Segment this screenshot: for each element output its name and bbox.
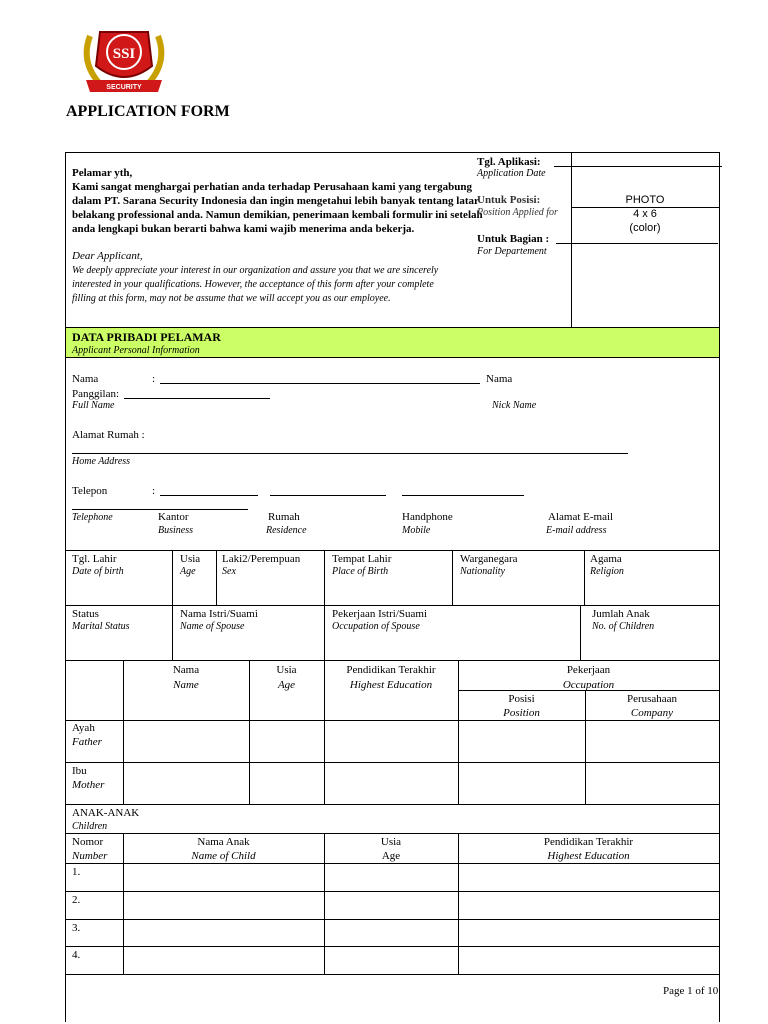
nama-panggilan-label: Nama — [486, 373, 513, 385]
ayah-label: Ayah — [72, 722, 95, 734]
full-name-field[interactable] — [160, 383, 480, 384]
svg-text:SECURITY: SECURITY — [106, 84, 142, 91]
child-row-2: 2. — [72, 894, 81, 906]
tgl-lahir-label: Tgl. Lahir — [72, 553, 117, 565]
nama-label: Nama — [72, 373, 99, 385]
anak-anak-title: ANAK-ANAK — [72, 807, 140, 819]
status-label: Status — [72, 608, 99, 620]
residence-phone-field[interactable] — [270, 495, 386, 496]
business-phone-field[interactable] — [160, 495, 258, 496]
email-field[interactable] — [72, 509, 248, 510]
nick-name-field[interactable] — [124, 398, 270, 399]
bagian-sub: For Departement — [477, 246, 547, 257]
child-pendidikan-header: Pendidikan Terakhir — [543, 836, 634, 848]
tgl-aplikasi-field[interactable] — [554, 166, 722, 167]
svg-text:SSI: SSI — [112, 46, 136, 62]
home-address-field[interactable] — [72, 453, 628, 454]
spouse-occupation-label: Pekerjaan Istri/Suami — [332, 608, 428, 620]
bagian-field[interactable] — [556, 243, 718, 244]
photo-box[interactable]: PHOTO 4 x 6 (color) — [625, 194, 665, 234]
child-row-1: 1. — [72, 866, 81, 878]
parent-pekerjaan-header: Pekerjaan — [566, 664, 611, 676]
tempat-lahir-label: Tempat Lahir — [332, 553, 392, 565]
parent-usia-header: Usia — [276, 664, 297, 676]
bagian-label: Untuk Bagian : — [477, 233, 550, 245]
child-row-4: 4. — [72, 949, 81, 961]
mobile-phone-field[interactable] — [402, 495, 524, 496]
child-row-3: 3. — [72, 922, 81, 934]
alamat-label: Alamat Rumah : — [72, 429, 145, 441]
posisi-sub: Position Applied for — [477, 207, 558, 218]
sex-label: Laki2/Perempuan — [222, 553, 301, 565]
usia-label: Usia — [180, 553, 201, 565]
child-nomor-header: Nomor — [72, 836, 104, 848]
intro-text-en: We deeply appreciate your interest in our organization and assure you that we are sincerely interested in your qualifications. However, the acceptance of this form after your complete filling at this form, may not be assume that we will accept you as our employee. — [72, 265, 439, 304]
child-usia-header: Usia — [380, 836, 402, 848]
section-title: DATA PRIBADI PELAMAR — [72, 330, 221, 344]
parent-nama-header: Nama — [172, 664, 200, 676]
form-title: APPLICATION FORM — [66, 103, 230, 120]
jumlah-anak-label: Jumlah Anak — [592, 608, 650, 620]
parent-posisi-header: Posisi — [508, 693, 535, 705]
ssi-logo — [78, 22, 170, 100]
ibu-label: Ibu — [72, 765, 87, 777]
spouse-name-label: Nama Istri/Suami — [180, 608, 258, 620]
intro-en-greeting: Dear Applicant, — [72, 250, 143, 262]
posisi-label: Untuk Posisi: — [477, 194, 541, 206]
page-number: Page 1 of 10 — [663, 985, 719, 997]
agama-label: Agama — [590, 553, 622, 565]
parent-pendidikan-header: Pendidikan Terakhir — [346, 664, 436, 676]
child-nama-header: Nama Anak — [197, 836, 250, 848]
intro-text-id: Kami sangat menghargai perhatian anda terhadap Perusahaan kami yang tergabung dalam PT. Sarana Security Indonesia dan ingin mengetahui lebih banyak tentang latar belakang professional anda. Namun demikian, penerimaan kembali formulir ini setelah anda lengkapi bukan berarti bahwa kami wajib menerima anda bekerja. — [72, 181, 483, 235]
warganegara-label: Warganegara — [460, 553, 518, 565]
parent-perusahaan-header: Perusahaan — [626, 693, 678, 705]
section-subtitle: Applicant Personal Information — [72, 345, 200, 356]
tgl-aplikasi-sub: Application Date — [477, 168, 546, 179]
intro-greeting: Pelamar yth, — [72, 167, 133, 179]
telepon-label: Telepon — [72, 485, 108, 497]
tgl-aplikasi-label: Tgl. Aplikasi: — [477, 156, 541, 168]
